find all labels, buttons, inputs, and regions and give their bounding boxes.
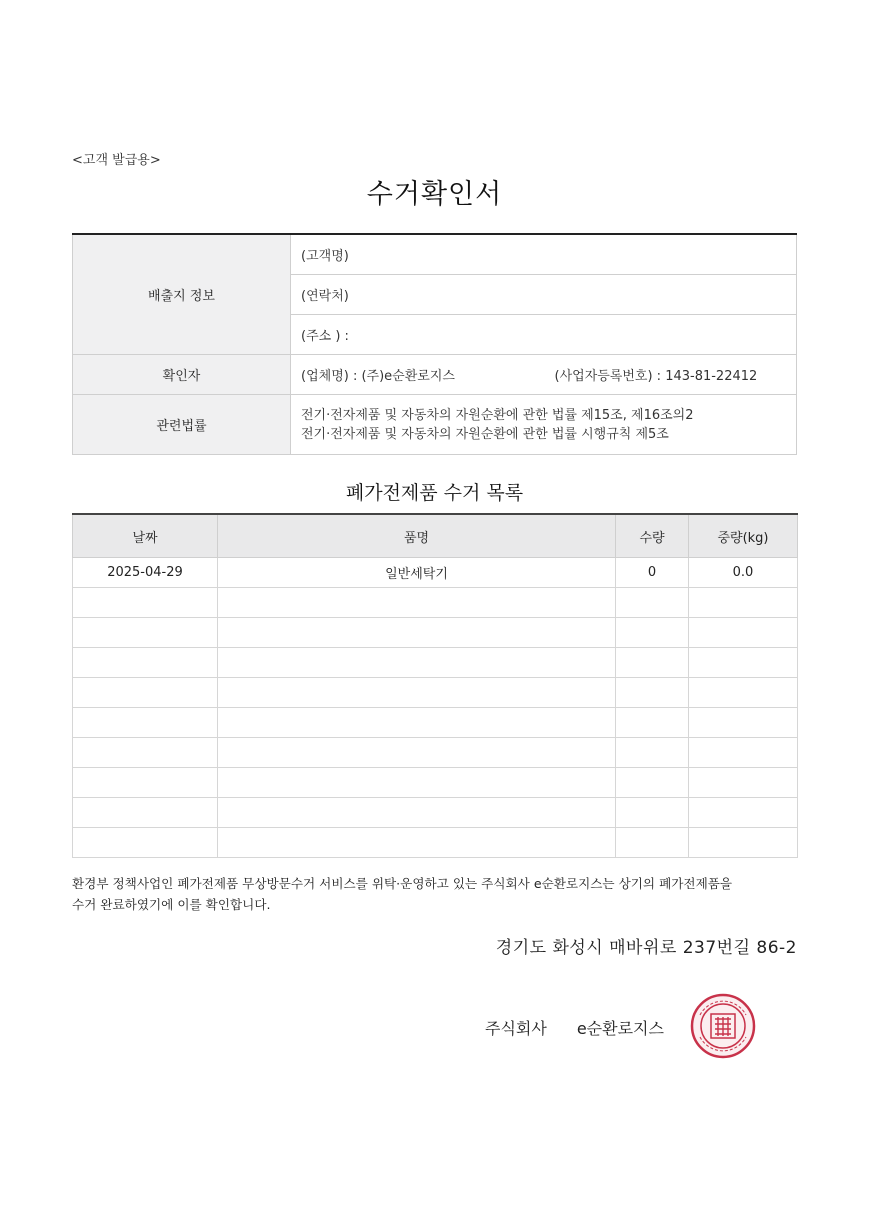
cell-quantity — [616, 738, 689, 768]
cell-quantity — [616, 828, 689, 858]
cell-date — [73, 678, 218, 708]
address-label: (주소 ) : — [301, 329, 349, 344]
cell-item — [218, 588, 616, 618]
table-row — [73, 708, 798, 738]
cell-item — [218, 648, 616, 678]
cell-date — [73, 798, 218, 828]
company-title: e순환로지스 — [576, 1019, 664, 1038]
cell-quantity — [616, 708, 689, 738]
law-label: 관련법률 — [73, 395, 291, 455]
cell-date — [73, 738, 218, 768]
items-header-row — [73, 514, 798, 558]
cell-quantity — [616, 648, 689, 678]
table-row — [73, 828, 798, 858]
address-field — [291, 315, 797, 355]
cell-date — [73, 648, 218, 678]
customer-name-label: (고객명) — [301, 249, 349, 264]
table-row — [73, 588, 798, 618]
column-item: 품명 — [218, 514, 616, 558]
copy-label: <고객 발급용> — [72, 153, 161, 168]
confirmation-notice — [72, 873, 802, 915]
cell-item: 일반세탁기 — [218, 558, 616, 588]
cell-date — [73, 618, 218, 648]
company-seal-icon — [690, 993, 756, 1059]
cell-weight: 0.0 — [689, 558, 798, 588]
cell-quantity: 0 — [616, 558, 689, 588]
cell-date: 2025-04-29 — [73, 558, 218, 588]
cell-weight — [689, 828, 798, 858]
cell-quantity — [616, 768, 689, 798]
cell-date — [73, 828, 218, 858]
confirmer-label: 확인자 — [73, 355, 291, 395]
column-date: 날짜 — [73, 514, 218, 558]
cell-weight — [689, 738, 798, 768]
contact-field — [291, 275, 797, 315]
cell-item — [218, 768, 616, 798]
cell-date — [73, 768, 218, 798]
cell-weight — [689, 648, 798, 678]
cell-item — [218, 738, 616, 768]
company-type: 주식회사 — [485, 1019, 547, 1038]
cell-weight — [689, 798, 798, 828]
company-name: (업체명) : (주)e순환로지스 — [301, 369, 455, 384]
items-table — [72, 513, 798, 858]
emitter-info-label: 배출지 정보 — [73, 234, 291, 355]
cell-item — [218, 828, 616, 858]
cell-date — [73, 588, 218, 618]
cell-weight — [689, 768, 798, 798]
table-row — [73, 678, 798, 708]
cell-quantity — [616, 588, 689, 618]
cell-item — [218, 708, 616, 738]
cell-item — [218, 798, 616, 828]
contact-label: (연락처) — [301, 289, 349, 304]
cell-weight — [689, 708, 798, 738]
company-signature — [485, 1016, 694, 1039]
law-line-2: 전기·전자제품 및 자동차의 자원순환에 관한 법률 시행규칙 제5조 — [301, 426, 669, 442]
info-table — [72, 233, 797, 455]
biz-number: (사업자등록번호) : 143-81-22412 — [554, 369, 758, 384]
table-row — [73, 558, 798, 588]
customer-name-field — [291, 234, 797, 275]
document-title: 수거확인서 — [366, 179, 503, 210]
cell-date — [73, 708, 218, 738]
cell-weight — [689, 588, 798, 618]
law-line-1: 전기·전자제품 및 자동차의 자원순환에 관한 법률 제15조, 제16조의2 — [301, 407, 694, 423]
cell-quantity — [616, 678, 689, 708]
cell-weight — [689, 678, 798, 708]
column-weight: 중량(kg) — [689, 514, 798, 558]
cell-item — [218, 678, 616, 708]
cell-weight — [689, 618, 798, 648]
table-row — [73, 648, 798, 678]
confirmer-field — [291, 355, 797, 395]
law-field — [291, 395, 797, 455]
company-address: 경기도 화성시 매바위로 237번길 86-2 — [495, 938, 797, 958]
cell-quantity — [616, 618, 689, 648]
table-row — [73, 618, 798, 648]
column-quantity: 수량 — [616, 514, 689, 558]
notice-line-1: 환경부 정책사업인 폐가전제품 무상방문수거 서비스를 위탁·운영하고 있는 주식회사 e순환로지스는 상기의 폐가전제품을 — [72, 876, 733, 891]
cell-item — [218, 618, 616, 648]
table-row — [73, 738, 798, 768]
table-row — [73, 768, 798, 798]
list-title: 폐가전제품 수거 목록 — [345, 482, 524, 504]
cell-quantity — [616, 798, 689, 828]
notice-line-2: 수거 완료하였기에 이를 확인합니다. — [72, 897, 271, 912]
table-row — [73, 798, 798, 828]
